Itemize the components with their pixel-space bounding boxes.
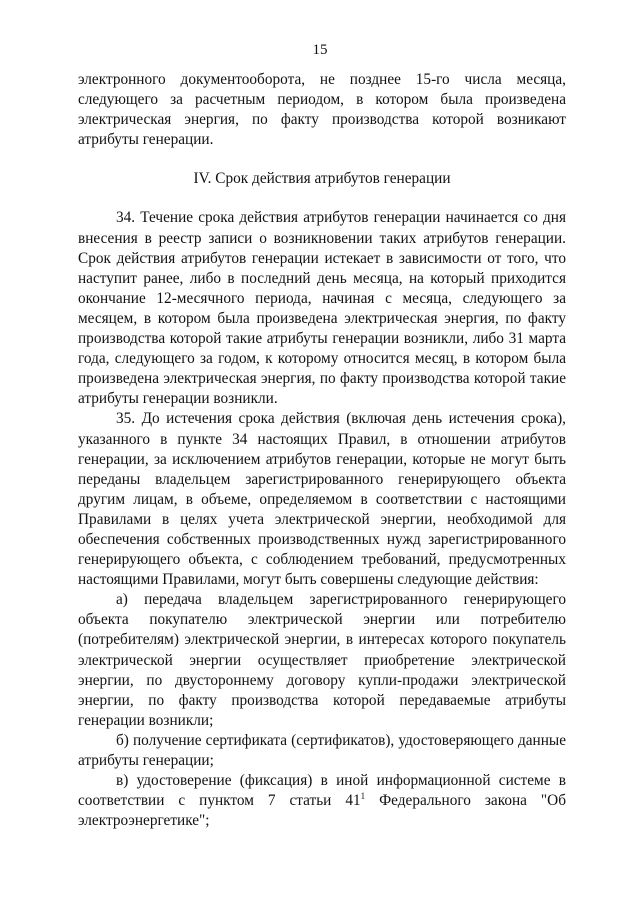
- subparagraph-v-text: в) удостоверение (фиксация) в иной информационной системе в соответствии с пунктом 7 статьи 41: [78, 772, 566, 810]
- document-body: [78, 70, 566, 831]
- article-superscript: 1: [360, 791, 366, 802]
- paragraph-continuation: электронного документооборота, не позднее 15-го числа месяца, следующего за расчетным периодом, в котором была произведена электрическая энергия, по факту производства которой возникают атрибуты генерации.: [78, 71, 566, 149]
- paragraph-35: 35. До истечения срока действия (включая день истечения срока), указанного в пункте 34 настоящих Правил, в отношении атрибутов генерации, за исключением атрибутов генерации, которые не могут быть переданы владельцем зарегистрированного генерирующего объекта другим лицам, в объеме, определяемом в соответствии с настоящими Правилами в целях учета электрической энергии, необходимой для обеспечения собственных производственных нужд зарегистрированного генерирующего объекта, с соблюдением требований, предусмотренных настоящими Правилами, могут быть совершены следующие действия:: [78, 410, 566, 589]
- page-number: 15: [312, 42, 328, 58]
- section-heading: IV. Срок действия атрибутов генерации: [193, 170, 451, 188]
- subparagraph-v-text-end: Федерального закона "Об электроэнергетике";: [78, 792, 567, 830]
- paragraph-34: 34. Течение срока действия атрибутов генерации начинается со дня внесения в реестр записи о возникновении таких атрибутов генерации. Срок действия атрибутов генерации истекает в зависимости от того, что наступит ранее, либо в последний день месяца, на который приходится окончание 12-месячного периода, начиная с месяца, следующего за месяцем, в котором была произведена электрическая энергия, по факту производства которой такие атрибуты генерации возникли, либо 31 марта года, следующего за годом, к которому относится месяц, в котором была произведена электрическая энергия, по факту производства которой такие атрибуты генерации возникли.: [78, 209, 566, 408]
- subparagraph-a: а) передача владельцем зарегистрированного генерирующего объекта покупателю электрической энергии или потребителю (потребителям) электрической энергии, в интересах которого покупатель электрической энергии осуществляет приобретение электрической энергии, по двустороннему договору купли-продажи электрической энергии, по факту производства которой передаваемые атрибуты генерации возникли;: [78, 591, 566, 729]
- subparagraph-v: [78, 771, 566, 831]
- subparagraph-b: б) получение сертификата (сертификатов), удостоверяющего данные атрибуты генерации;: [78, 731, 566, 769]
